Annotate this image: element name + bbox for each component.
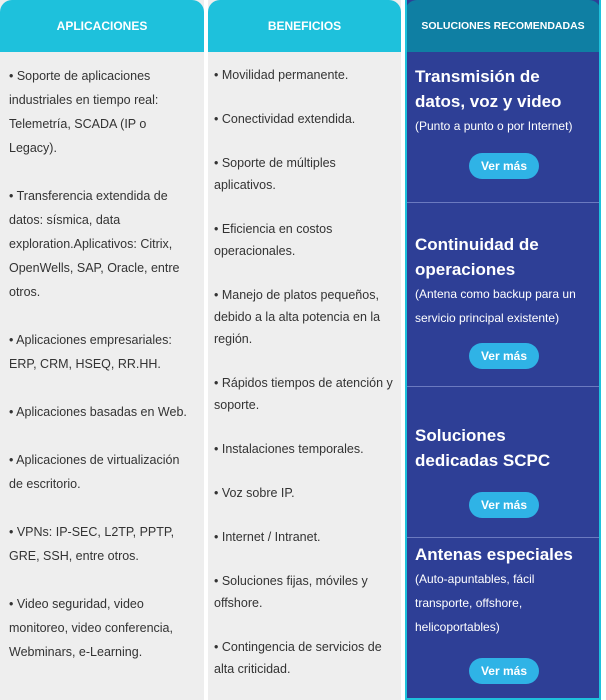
application-item: • Video seguridad, video monitoreo, video conferencia, Webminars, e-Learning. [9,597,173,659]
ver-mas-button[interactable]: Ver más [469,658,539,684]
application-item: • Aplicaciones de virtualización de escritorio. [9,453,180,491]
benefit-item: • Instalaciones temporales. [214,442,364,456]
benefit-item: • Voz sobre IP. [214,486,295,500]
ver-mas-button[interactable]: Ver más [469,343,539,369]
benefit-item: • Rápidos tiempos de atención y soporte. [214,376,393,412]
application-item: • VPNs: IP-SEC, L2TP, PPTP, GRE, SSH, entre otros. [9,525,175,563]
solutions-column [405,0,601,700]
benefit-item: • Manejo de platos pequeños, debido a la alta potencia en la región. [214,288,381,346]
applications-list [0,52,204,664]
solution-title: Continuidad de operaciones [415,235,539,279]
benefits-column [208,0,401,700]
solution-card-special-antennas [407,538,599,700]
benefit-item: • Conectividad extendida. [214,112,356,126]
applications-header: APLICACIONES [0,0,204,52]
solution-title: Antenas especiales [415,545,573,564]
solution-title: Transmisión de datos, voz y video [415,67,562,111]
benefit-item: • Soporte de múltiples aplicativos. [214,156,336,192]
benefit-item: • Contingencia de servicios de alta criticidad. [214,640,382,676]
application-item: • Soporte de aplicaciones industriales en tiempo real: Telemetría, SCADA (IP o Legacy). [9,69,159,155]
application-item: • Aplicaciones basadas en Web. [9,405,187,419]
application-item: • Transferencia extendida de datos: sísmica, data exploration.Aplicativos: Citrix, OpenWells, SAP, Oracle, entre otros. [9,189,180,299]
solution-card-transmission [407,52,599,203]
solution-subtitle: (Antena como backup para un servicio principal existente) [415,287,576,325]
benefit-item: • Movilidad permanente. [214,68,349,82]
benefit-item: • Eficiencia en costos operacionales. [214,222,333,258]
benefit-item: • Internet / Intranet. [214,530,321,544]
solution-subtitle: (Auto-apuntables, fácil transporte, offshore, helicoportables) [415,572,535,634]
solution-card-scpc [407,387,599,538]
applications-column [0,0,204,700]
solutions-header: SOLUCIONES RECOMENDADAS [405,0,601,52]
solution-subtitle: (Punto a punto o por Internet) [415,119,573,133]
benefits-list [208,52,401,680]
solution-title: Soluciones dedicadas SCPC [415,426,551,470]
benefit-item: • Soluciones fijas, móviles y offshore. [214,574,368,610]
ver-mas-button[interactable]: Ver más [469,492,539,518]
application-item: • Aplicaciones empresariales: ERP, CRM, HSEQ, RR.HH. [9,333,172,371]
ver-mas-button[interactable]: Ver más [469,153,539,179]
solution-card-continuity [407,203,599,387]
benefits-header: BENEFICIOS [208,0,401,52]
